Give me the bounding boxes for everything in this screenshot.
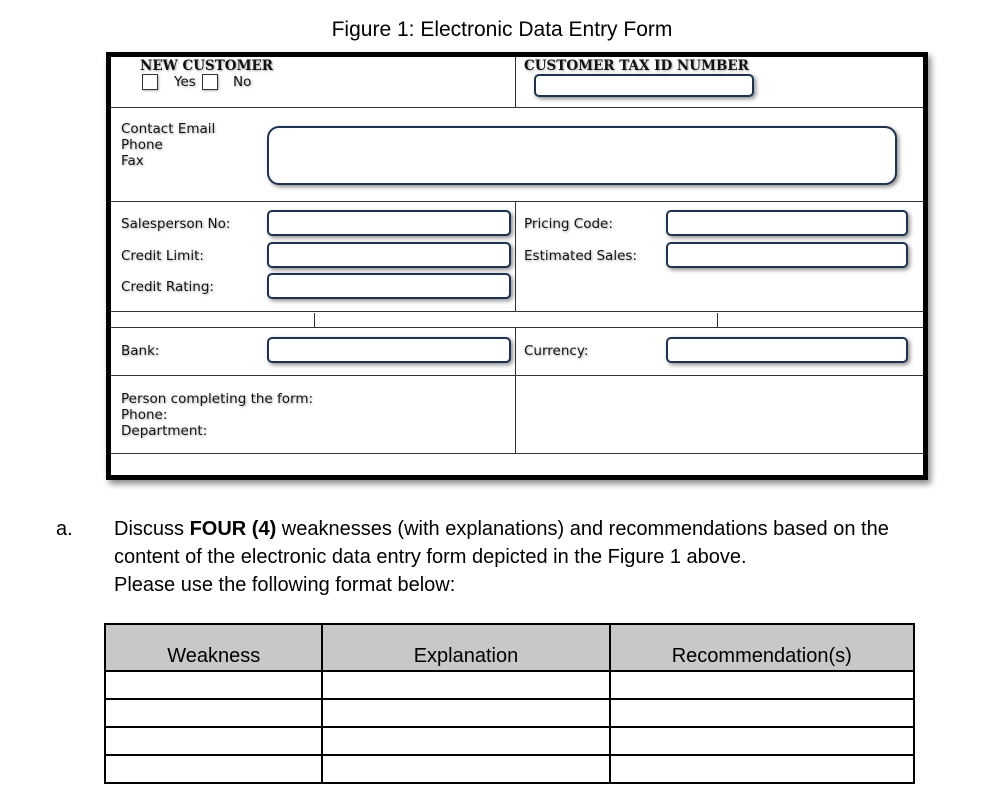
answer-table (104, 623, 915, 784)
divider (314, 313, 315, 327)
person-completing-label: Person completing the form: (121, 391, 314, 407)
contact-email-label: Contact Email (121, 121, 216, 137)
divider (717, 313, 718, 327)
table-row (105, 755, 914, 783)
currency-input[interactable] (666, 337, 908, 363)
table-cell[interactable] (322, 699, 609, 727)
divider (111, 375, 923, 376)
question-line-1 (114, 518, 889, 541)
question-text: Discuss (114, 518, 190, 540)
table-cell[interactable] (610, 671, 914, 699)
new-customer-label: NEW CUSTOMER (140, 58, 274, 74)
table-cell[interactable] (105, 727, 322, 755)
data-entry-form (106, 52, 928, 480)
credit-rating-input[interactable] (267, 273, 511, 299)
credit-limit-label: Credit Limit: (121, 248, 204, 264)
question-emphasis: FOUR (4) (189, 518, 277, 540)
recommendation-header: Recommendation(s) (610, 624, 914, 671)
table-row (105, 699, 914, 727)
bank-input[interactable] (267, 337, 511, 363)
customer-tax-id-label: CUSTOMER TAX ID NUMBER (524, 58, 749, 74)
estimated-sales-input[interactable] (666, 242, 908, 268)
pricing-code-input[interactable] (666, 210, 908, 236)
fax-label: Fax (121, 153, 144, 169)
salesperson-no-label: Salesperson No: (121, 216, 231, 232)
new-customer-yes-checkbox[interactable] (142, 74, 158, 90)
table-cell[interactable] (105, 755, 322, 783)
explanation-header: Explanation (322, 624, 609, 671)
table-cell[interactable] (322, 755, 609, 783)
department-label: Department: (121, 423, 208, 439)
table-header-row (105, 624, 914, 671)
divider (111, 107, 923, 108)
currency-label: Currency: (524, 343, 589, 359)
question-letter: a. (56, 518, 73, 540)
divider (515, 201, 516, 311)
figure-title: Figure 1: Electronic Data Entry Form (331, 18, 673, 41)
question-text: weaknesses (with explanations) and recommendations based on the (276, 518, 889, 540)
table-cell[interactable] (610, 699, 914, 727)
customer-tax-id-input[interactable] (534, 74, 754, 97)
divider (515, 57, 516, 107)
estimated-sales-label: Estimated Sales: (524, 248, 637, 264)
pricing-code-label: Pricing Code: (524, 216, 613, 232)
divider (111, 453, 923, 454)
table-row (105, 671, 914, 699)
no-label: No (233, 74, 252, 90)
table-cell[interactable] (105, 699, 322, 727)
table-row (105, 727, 914, 755)
new-customer-no-checkbox[interactable] (202, 74, 218, 90)
table-cell[interactable] (322, 727, 609, 755)
contact-details-input[interactable] (267, 126, 897, 185)
table-cell[interactable] (105, 671, 322, 699)
table-cell[interactable] (322, 671, 609, 699)
credit-rating-label: Credit Rating: (121, 279, 214, 295)
table-cell[interactable] (610, 727, 914, 755)
divider (111, 327, 923, 328)
yes-label: Yes (174, 74, 196, 90)
person-phone-label: Phone: (121, 407, 168, 423)
divider (515, 327, 516, 453)
weakness-header: Weakness (105, 624, 322, 671)
table-cell[interactable] (610, 755, 914, 783)
bank-label: Bank: (121, 343, 160, 359)
divider (111, 311, 923, 312)
question-line-3: Please use the following format below: (114, 574, 456, 596)
credit-limit-input[interactable] (267, 242, 511, 268)
phone-label: Phone (121, 137, 163, 153)
divider (111, 201, 923, 202)
question-line-2: content of the electronic data entry form depicted in the Figure 1 above. (114, 546, 747, 568)
salesperson-no-input[interactable] (267, 210, 511, 236)
